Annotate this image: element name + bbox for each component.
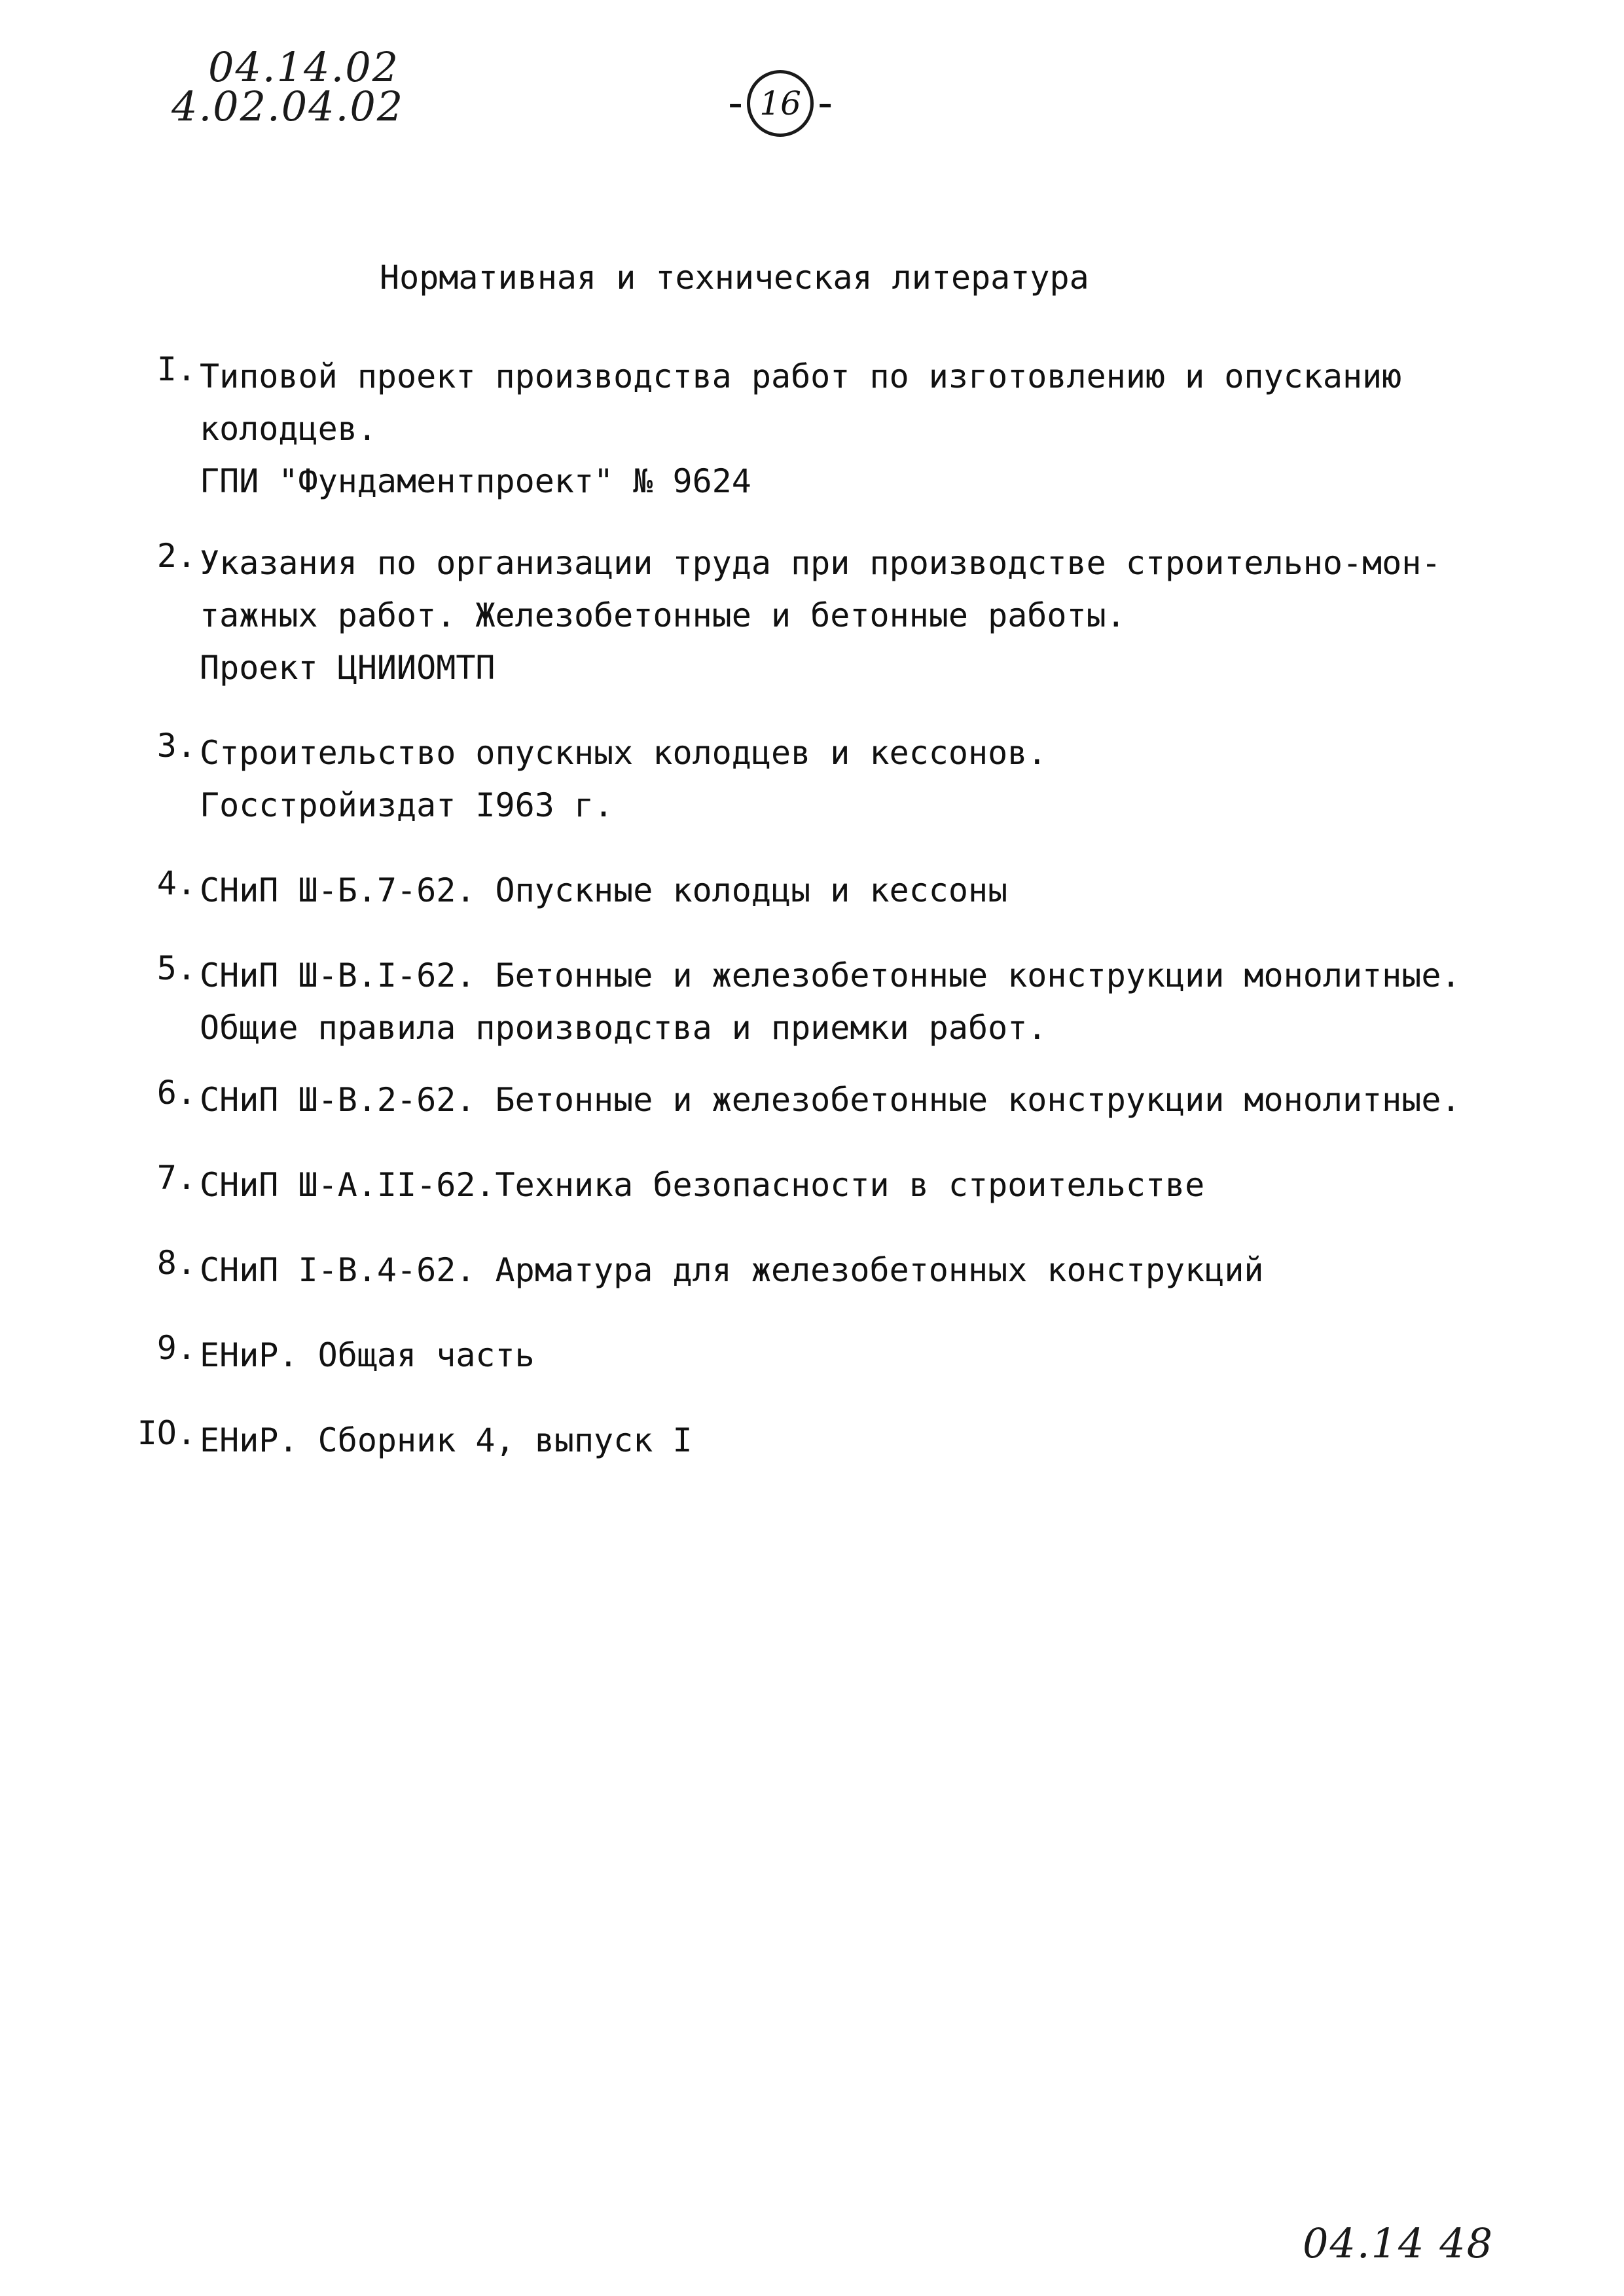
reference-text [200, 1244, 1264, 1296]
reference-number: 5. [156, 949, 196, 987]
reference-text [200, 350, 1401, 507]
reference-number: 9. [156, 1329, 196, 1367]
reference-number: 6. [156, 1074, 196, 1112]
reference-line: Госстройиздат I963 г. [200, 786, 614, 824]
handwritten-code-line2: 4.02.04.02 [171, 82, 405, 130]
reference-line: ГПИ "Фундаментпроект" № 9624 [200, 462, 751, 500]
reference-text [200, 1329, 535, 1381]
reference-number: 3. [156, 727, 196, 765]
reference-line: Указания по организации труда при производстве строительно-мон- [200, 544, 1441, 582]
reference-number: 8. [156, 1244, 196, 1282]
reference-text [200, 949, 1461, 1054]
reference-text [200, 1159, 1204, 1211]
reference-line: Проект ЦНИИОМТП [200, 649, 496, 687]
handwritten-code-line1: 04.14.02 [208, 43, 400, 91]
reference-text [200, 727, 1047, 831]
reference-number: 2. [156, 537, 196, 575]
reference-line: СНиП Ш-Б.7-62. Опускные колодцы и кессоны [200, 871, 1008, 909]
reference-number: 4. [156, 864, 196, 902]
page-number-right-dash: - [818, 79, 833, 128]
page-number-left-dash: - [728, 79, 744, 128]
reference-number: 7. [156, 1159, 196, 1197]
reference-text [200, 537, 1441, 694]
reference-line: СНиП Ш-А.II-62.Техника безопасности в строительстве [200, 1166, 1205, 1204]
reference-text [200, 1414, 693, 1467]
page-number-value: 16 [759, 84, 801, 122]
reference-line: СНиП Ш-В.2-62. Бетонные и железобетонные конструкции монолитные. [200, 1081, 1461, 1119]
reference-text [200, 1074, 1461, 1126]
page-number [728, 71, 833, 136]
handwritten-footer-code: 04.14 48 [1303, 2219, 1494, 2267]
reference-line: ЕНиР. Сборник 4, выпуск I [200, 1421, 693, 1459]
reference-line: СНиП Ш-В.I-62. Бетонные и железобетонные конструкции монолитные. [200, 957, 1461, 994]
reference-line: ЕНиР. Общая часть [200, 1336, 535, 1374]
reference-text [200, 864, 1007, 917]
reference-line: Типовой проект производства работ по изготовлению и опусканию [200, 357, 1402, 395]
reference-number: IO. [137, 1414, 196, 1452]
reference-number: I. [156, 350, 196, 388]
reference-line: Общие правила производства и приемки работ. [200, 1009, 1047, 1047]
page-number-circle [747, 70, 814, 137]
reference-line: тажных работ. Железобетонные и бетонные работы. [200, 596, 1126, 634]
reference-line: Строительство опускных колодцев и кессонов. [200, 734, 1047, 772]
reference-line: колодцев. [200, 410, 377, 448]
section-heading: Нормативная и техническая литература [380, 259, 1089, 297]
reference-line: СНиП I-В.4-62. Арматура для железобетонных конструкций [200, 1251, 1264, 1289]
